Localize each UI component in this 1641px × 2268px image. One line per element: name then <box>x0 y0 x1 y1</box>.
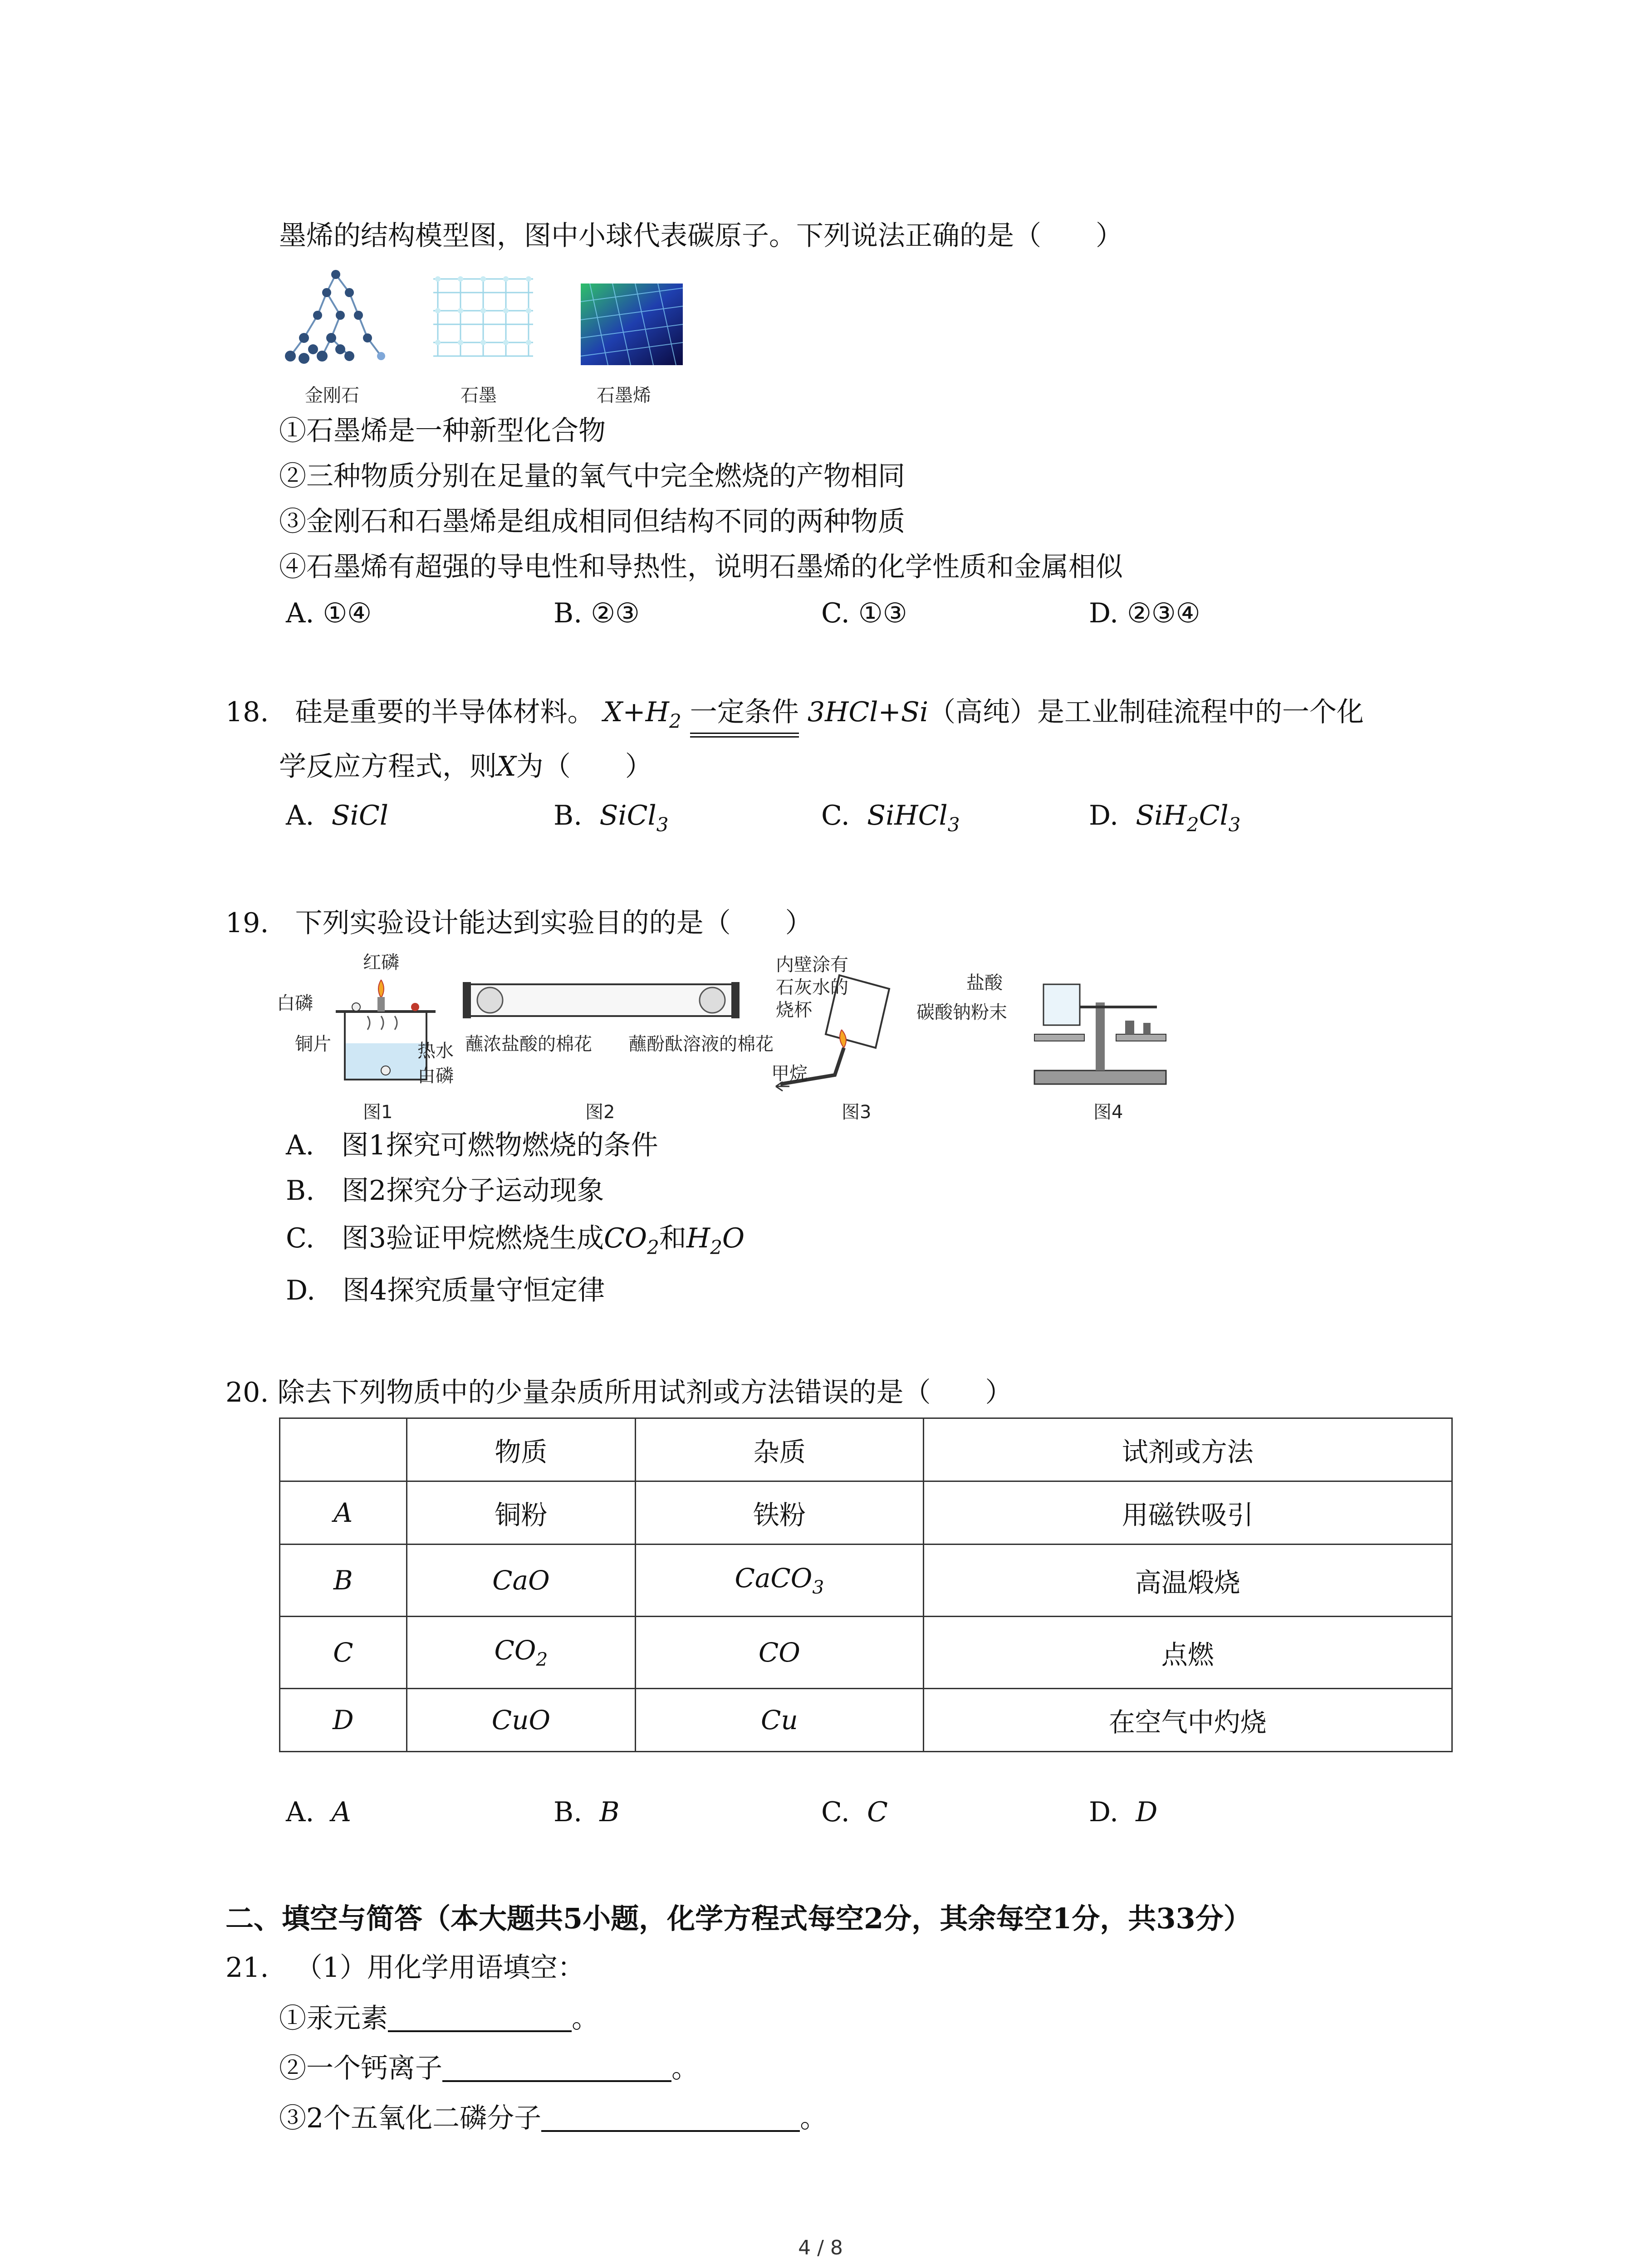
fig1-label-white-p-top: 白磷 <box>277 993 313 1014</box>
q21-item-2-end: 。 <box>671 2053 699 2084</box>
q19-option-c-co2-sub: 2 <box>647 1236 659 1259</box>
row-method: 点燃 <box>923 1617 1452 1689</box>
fig1-label-copper: 铜片 <box>295 1034 331 1055</box>
q20-option-a-letter: A. <box>286 1796 314 1828</box>
fig2-caption: 图2 <box>585 1102 615 1123</box>
q18-eq-left: X+H <box>603 696 669 728</box>
fig3-label-note-1: 内壁涂有 <box>776 954 848 975</box>
q18-option-a-letter: A. <box>286 800 314 831</box>
q20-option-d-value: D <box>1136 1796 1158 1828</box>
fig3-label-note-3: 烧杯 <box>776 1000 812 1021</box>
q21-blank-2[interactable] <box>442 2053 671 2082</box>
q18-option-d-letter: D. <box>1089 800 1119 831</box>
q18-option-b-letter: B. <box>554 800 583 831</box>
fig1-label-hot-water: 热水 <box>417 1041 454 1061</box>
q19-option-c-and: 和 <box>659 1222 686 1254</box>
row-impurity: CO <box>636 1617 923 1689</box>
row-method: 在空气中灼烧 <box>923 1689 1452 1752</box>
figure-4-balance <box>1016 966 1184 1098</box>
q20-option-b[interactable] <box>554 1794 619 1830</box>
header-cell-method: 试剂或方法 <box>923 1418 1452 1481</box>
q18-option-a[interactable] <box>286 797 388 834</box>
q21-item-3-end: 。 <box>800 2102 828 2134</box>
fig1-label-red-p: 红磷 <box>363 952 399 973</box>
row-impurity-formula: CaCO <box>735 1562 813 1593</box>
q18-eq-left-sub: 2 <box>669 710 681 733</box>
fig2-label-cotton-hcl: 蘸浓盐酸的棉花 <box>465 1034 592 1055</box>
table-row <box>280 1617 1452 1689</box>
fig4-caption: 图4 <box>1093 1102 1123 1123</box>
q18-line2-text: 学反应方程式，则 <box>279 751 497 782</box>
q19-option-c-h-sub: 2 <box>710 1236 722 1259</box>
row-impurity: 铁粉 <box>636 1481 923 1545</box>
q17-statement-1: ①石墨烯是一种新型化合物 <box>279 415 606 447</box>
fig2-label-cotton-phenol: 蘸酚酞溶液的棉花 <box>628 1034 774 1055</box>
fig3-label-note-2: 石灰水的 <box>776 977 848 998</box>
q18-line2-var: X <box>497 751 516 782</box>
q17-statement-4: ④石墨烯有超强的导电性和导热性，说明石墨烯的化学性质和金属相似 <box>279 551 1123 583</box>
q18-text-b: （高纯）是工业制硅流程中的一个化 <box>928 696 1364 728</box>
q21-item-3 <box>279 2100 827 2136</box>
header-cell-impurity: 杂质 <box>636 1418 923 1481</box>
row-impurity-sub: 3 <box>812 1576 824 1598</box>
fig4-label-hcl: 盐酸 <box>966 973 1003 993</box>
row-impurity <box>636 1545 923 1617</box>
caption-graphite: 石墨 <box>460 385 497 406</box>
q19-option-b[interactable]: B. 图2探究分子运动现象 <box>286 1175 604 1207</box>
q18-option-a-formula: SiCl <box>331 800 388 831</box>
q18-eq-right: 3HCl+Si <box>807 696 929 728</box>
q18-option-d[interactable] <box>1089 797 1240 843</box>
q20-stem: 除去下列物质中的少量杂质所用试剂或方法错误的是（ ） <box>277 1377 1013 1408</box>
q21-blank-1[interactable] <box>388 2003 572 2032</box>
q18-number: 18. <box>225 696 269 728</box>
section-2-title: 二、填空与简答（本大题共5小题，化学方程式每空2分，其余每空1分，共33分） <box>225 1902 1252 1935</box>
q20-option-b-value: B <box>599 1796 620 1828</box>
fig3-caption: 图3 <box>842 1102 872 1123</box>
q19-option-c-h: H <box>686 1222 710 1254</box>
q21-item-1 <box>279 2000 599 2037</box>
q21-item-2-label: ②一个钙离子 <box>279 2053 442 2084</box>
q19-option-c[interactable] <box>286 1220 745 1266</box>
q20-stem-line <box>225 1374 1013 1411</box>
q20-option-b-letter: B. <box>554 1796 583 1828</box>
q18-option-c-formula: SiHCl <box>867 800 948 831</box>
caption-graphene: 石墨烯 <box>597 385 651 406</box>
q21-item-2 <box>279 2050 699 2087</box>
row-method: 用磁铁吸引 <box>923 1481 1452 1545</box>
q18-option-d-formula: SiH <box>1136 800 1187 831</box>
q18-option-d-tail-sub: 3 <box>1228 813 1241 836</box>
q19-option-c-co2: CO <box>604 1222 647 1254</box>
fig3-label-methane: 甲烷 <box>771 1063 808 1084</box>
table-row <box>280 1689 1452 1752</box>
row-substance: CaO <box>407 1545 635 1617</box>
q18-text-a: 硅是重要的半导体材料。 <box>295 696 595 728</box>
q17-option-a[interactable]: A. ①④ <box>286 597 372 629</box>
row-substance: 铜粉 <box>407 1481 635 1545</box>
q17-option-c[interactable]: C. ①③ <box>821 597 907 629</box>
row-label: D <box>280 1689 407 1752</box>
header-cell-blank <box>280 1418 407 1481</box>
q17-statement-2: ②三种物质分别在足量的氧气中完全燃烧的产物相同 <box>279 460 905 492</box>
q18-option-b-formula: SiCl <box>599 800 656 831</box>
table-row <box>280 1481 1452 1545</box>
q20-option-c-letter: C. <box>821 1796 850 1828</box>
row-impurity: Cu <box>636 1689 923 1752</box>
table-row <box>280 1545 1452 1617</box>
q18-line-1 <box>225 694 1364 740</box>
figure-2-diffusion-tube <box>463 975 740 1025</box>
row-substance <box>407 1617 635 1689</box>
q18-condition: 一定条件 <box>690 694 799 730</box>
q20-table <box>279 1418 1453 1752</box>
q18-option-b-sub: 3 <box>656 813 669 836</box>
q19-stem: 下列实验设计能达到实验目的的是（ ） <box>295 907 813 939</box>
page-number: 4 / 8 <box>798 2236 843 2259</box>
q21-item-3-label: ③2个五氧化二磷分子 <box>279 2102 542 2134</box>
q18-option-c-sub: 3 <box>947 813 960 836</box>
q21-number: 21. <box>225 1952 269 1984</box>
row-substance-sub: 2 <box>536 1648 548 1671</box>
q20-option-a-value: A <box>331 1796 351 1828</box>
graphite-model-image <box>424 265 542 370</box>
row-method: 高温煅烧 <box>923 1545 1452 1617</box>
q18-option-c-letter: C. <box>821 800 850 831</box>
header-cell-substance: 物质 <box>407 1418 635 1481</box>
q17-stem: 墨烯的结构模型图，图中小球代表碳原子。下列说法正确的是（ ） <box>279 220 1123 252</box>
q18-option-c[interactable] <box>821 797 960 843</box>
fig1-label-white-p-bottom: 白磷 <box>417 1066 454 1086</box>
table-header-row <box>280 1418 1452 1481</box>
row-label: A <box>280 1481 407 1545</box>
q20-number: 20. <box>225 1377 269 1408</box>
q20-option-d[interactable] <box>1089 1794 1157 1830</box>
q20-option-a[interactable] <box>286 1794 351 1830</box>
q17-statement-3: ③金刚石和石墨烯是组成相同但结构不同的两种物质 <box>279 506 905 538</box>
q19-number: 19. <box>225 907 269 939</box>
q19-option-c-text: C. 图3验证甲烷燃烧生成 <box>286 1222 604 1254</box>
diamond-model-image <box>277 265 395 370</box>
q21-blank-3[interactable] <box>541 2103 800 2132</box>
q19-option-a[interactable]: A. 图1探究可燃物燃烧的条件 <box>286 1129 658 1161</box>
row-label: C <box>280 1617 407 1689</box>
q21-item-1-label: ①汞元素 <box>279 2003 388 2034</box>
q21-part1: （1）用化学用语填空： <box>295 1952 585 1984</box>
q18-option-d-sub: 2 <box>1186 813 1199 836</box>
q17-option-d[interactable]: D. ②③④ <box>1089 597 1200 629</box>
q19-option-d[interactable]: D. 图4探究质量守恒定律 <box>286 1275 605 1306</box>
q20-option-c[interactable] <box>821 1794 888 1830</box>
q17-option-b[interactable]: B. ②③ <box>554 597 640 629</box>
q18-option-d-tail: Cl <box>1199 800 1229 831</box>
row-label: B <box>280 1545 407 1617</box>
q20-option-c-value: C <box>867 1796 888 1828</box>
caption-diamond: 金刚石 <box>305 385 359 406</box>
row-substance: CuO <box>407 1689 635 1752</box>
q18-line-2 <box>279 748 652 785</box>
fig1-caption: 图1 <box>363 1102 393 1123</box>
q18-line2-end: 为（ ） <box>516 751 652 782</box>
q21-line-1 <box>225 1950 585 1986</box>
q20-option-d-letter: D. <box>1089 1796 1119 1828</box>
q18-option-b[interactable] <box>554 797 668 843</box>
graphene-model-image <box>581 284 683 365</box>
q21-item-1-end: 。 <box>572 2003 599 2034</box>
q19-option-c-o: O <box>722 1222 745 1254</box>
fig4-label-na2co3: 碳酸钠粉末 <box>916 1002 1007 1023</box>
q19-stem-line <box>225 905 813 941</box>
row-substance-formula: CO <box>494 1634 536 1666</box>
